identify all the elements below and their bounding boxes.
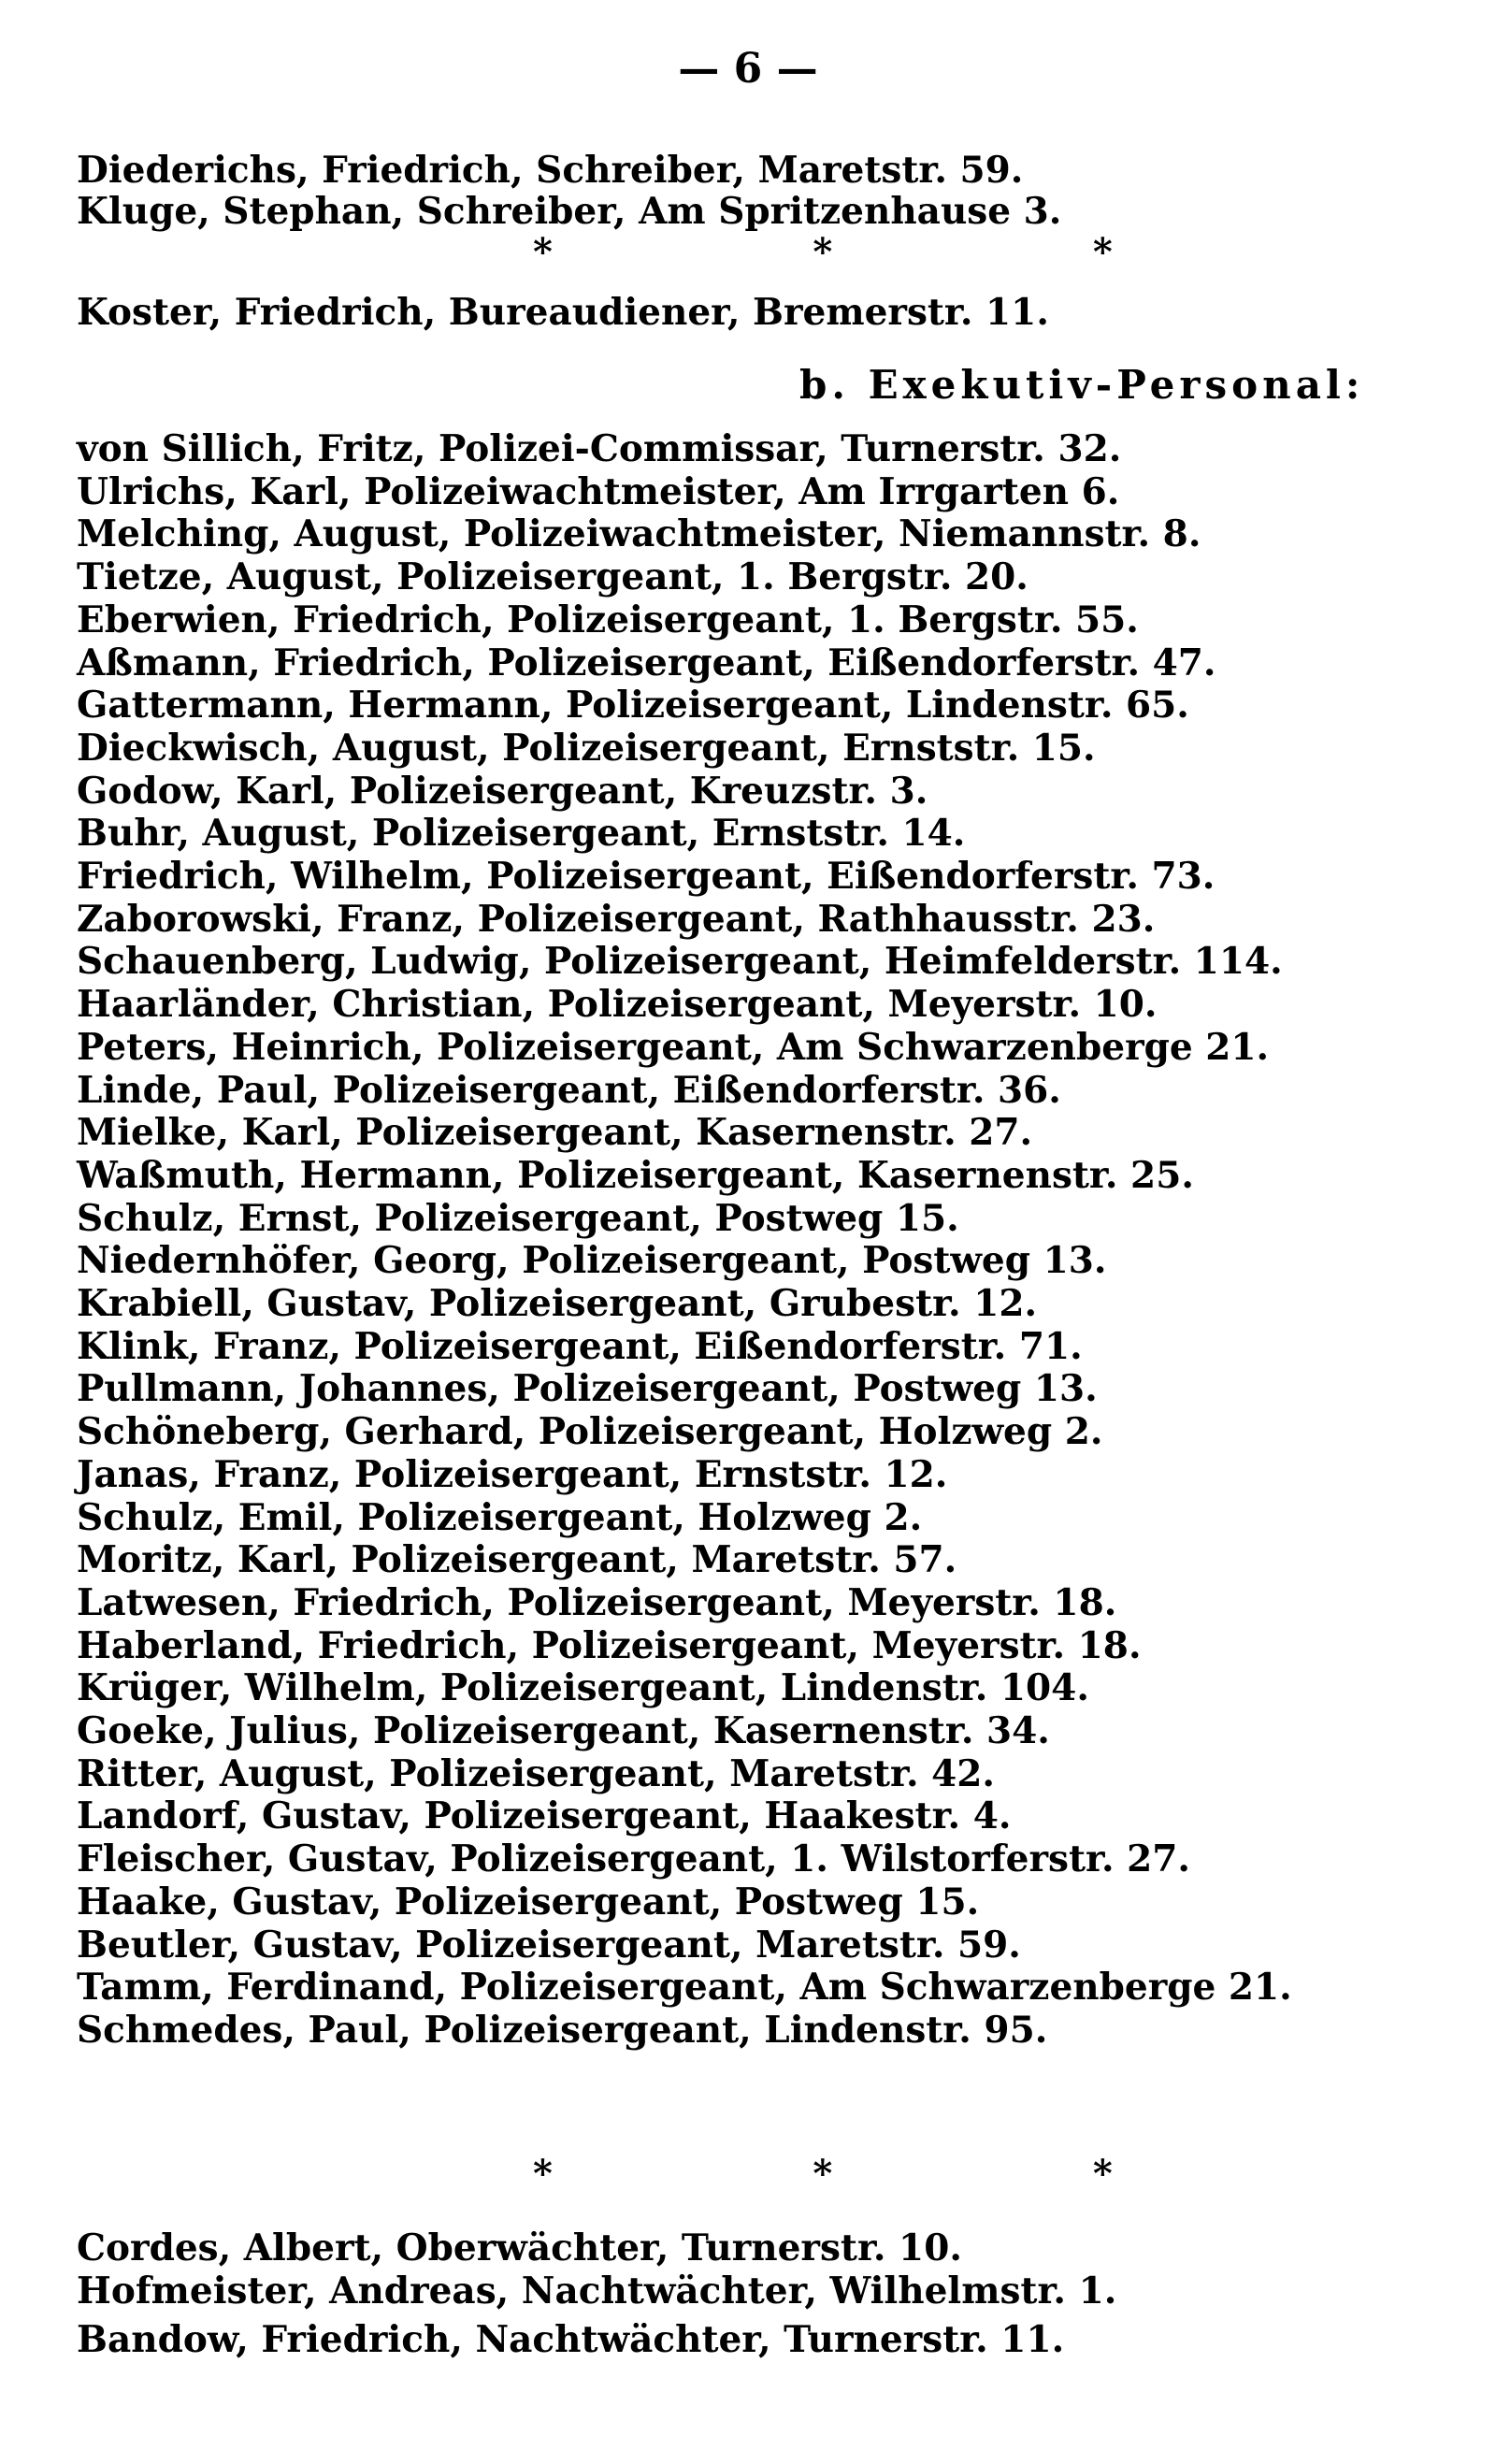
entry-line: Aßmann, Friedrich, Polizeisergeant, Eißendorferstr. 47. — [77, 641, 1216, 684]
entry-line: Eberwien, Friedrich, Polizeisergeant, 1. Bergstr. 55. — [77, 598, 1139, 641]
entry-line: Schulz, Ernst, Polizeisergeant, Postweg 15. — [77, 1197, 959, 1240]
separator-stars: * * * — [533, 230, 1113, 274]
entry-line: Tietze, August, Polizeisergeant, 1. Bergstr. 20. — [77, 555, 1028, 598]
entry-line: von Sillich, Fritz, Polizei-Commissar, Turnerstr. 32. — [77, 427, 1122, 470]
entry-line: Tamm, Ferdinand, Polizeisergeant, Am Schwarzenberge 21. — [77, 1966, 1292, 2009]
entry-line: Landorf, Gustav, Polizeisergeant, Haakestr. 4. — [77, 1794, 1012, 1837]
entry-line: Gattermann, Hermann, Polizeisergeant, Lindenstr. 65. — [77, 684, 1189, 727]
entry-line: Haake, Gustav, Polizeisergeant, Postweg 15. — [77, 1880, 980, 1924]
entry-line: Ritter, August, Polizeisergeant, Maretstr. 42. — [77, 1752, 995, 1795]
entry-line: Hofmeister, Andreas, Nachtwächter, Wilhelmstr. 1. — [77, 2269, 1117, 2313]
section-heading: b. Exekutiv-Personal: — [799, 362, 1365, 408]
entry-line: Krabiell, Gustav, Polizeisergeant, Grubestr. 12. — [77, 1282, 1038, 1325]
entry-line: Latwesen, Friedrich, Polizeisergeant, Meyerstr. 18. — [77, 1581, 1117, 1624]
entry-line: Goeke, Julius, Polizeisergeant, Kasernenstr. 34. — [77, 1709, 1050, 1752]
entry-line: Krüger, Wilhelm, Polizeisergeant, Lindenstr. 104. — [77, 1666, 1089, 1709]
entry-line: Bandow, Friedrich, Nachtwächter, Turnerstr. 11. — [77, 2318, 1065, 2361]
entry-line: Peters, Heinrich, Polizeisergeant, Am Schwarzenberge 21. — [77, 1026, 1270, 1069]
entry-line: Moritz, Karl, Polizeisergeant, Maretstr. 57. — [77, 1538, 957, 1581]
entry-line: Kluge, Stephan, Schreiber, Am Spritzenhause 3. — [77, 190, 1062, 233]
entry-line: Beutler, Gustav, Polizeisergeant, Maretstr. 59. — [77, 1924, 1021, 1967]
entry-line: Pullmann, Johannes, Polizeisergeant, Postweg 13. — [77, 1367, 1098, 1410]
entry-line: Koster, Friedrich, Bureaudiener, Bremerstr. 11. — [77, 291, 1049, 334]
entry-line: Mielke, Karl, Polizeisergeant, Kasernenstr. 27. — [77, 1111, 1033, 1154]
entry-line: Janas, Franz, Polizeisergeant, Ernststr. 12. — [77, 1453, 948, 1496]
entry-line: Melching, August, Polizeiwachtmeister, Niemannstr. 8. — [77, 512, 1201, 555]
entry-line: Haberland, Friedrich, Polizeisergeant, Meyerstr. 18. — [77, 1624, 1142, 1667]
entry-line: Linde, Paul, Polizeisergeant, Eißendorferstr. 36. — [77, 1069, 1061, 1112]
entry-line: Haarländer, Christian, Polizeisergeant, Meyerstr. 10. — [77, 983, 1158, 1026]
entry-line: Buhr, August, Polizeisergeant, Ernststr. 14. — [77, 812, 966, 855]
page-number: — 6 — — [678, 45, 818, 93]
entry-line: Schmedes, Paul, Polizeisergeant, Lindenstr. 95. — [77, 2009, 1048, 2052]
entry-line: Diederichs, Friedrich, Schreiber, Maretstr. 59. — [77, 149, 1024, 192]
entry-line: Cordes, Albert, Oberwächter, Turnerstr. 10. — [77, 2226, 962, 2269]
entry-line: Schulz, Emil, Polizeisergeant, Holzweg 2. — [77, 1496, 923, 1539]
separator-stars: * * * — [533, 2152, 1113, 2196]
entry-line: Klink, Franz, Polizeisergeant, Eißendorferstr. 71. — [77, 1325, 1083, 1368]
entry-line: Zaborowski, Franz, Polizeisergeant, Rathhausstr. 23. — [77, 898, 1156, 941]
entry-line: Schauenberg, Ludwig, Polizeisergeant, Heimfelderstr. 114. — [77, 940, 1283, 983]
entry-line: Dieckwisch, August, Polizeisergeant, Ernststr. 15. — [77, 727, 1096, 770]
entry-line: Waßmuth, Hermann, Polizeisergeant, Kasernenstr. 25. — [77, 1154, 1194, 1197]
entry-line: Fleischer, Gustav, Polizeisergeant, 1. Wilstorferstr. 27. — [77, 1837, 1190, 1880]
entry-line: Ulrichs, Karl, Polizeiwachtmeister, Am Irrgarten 6. — [77, 470, 1120, 513]
entry-line: Niedernhöfer, Georg, Polizeisergeant, Postweg 13. — [77, 1239, 1107, 1282]
entry-line: Schöneberg, Gerhard, Polizeisergeant, Holzweg 2. — [77, 1410, 1103, 1453]
entry-line: Friedrich, Wilhelm, Polizeisergeant, Eißendorferstr. 73. — [77, 855, 1216, 898]
entry-line: Godow, Karl, Polizeisergeant, Kreuzstr. 3. — [77, 770, 928, 813]
